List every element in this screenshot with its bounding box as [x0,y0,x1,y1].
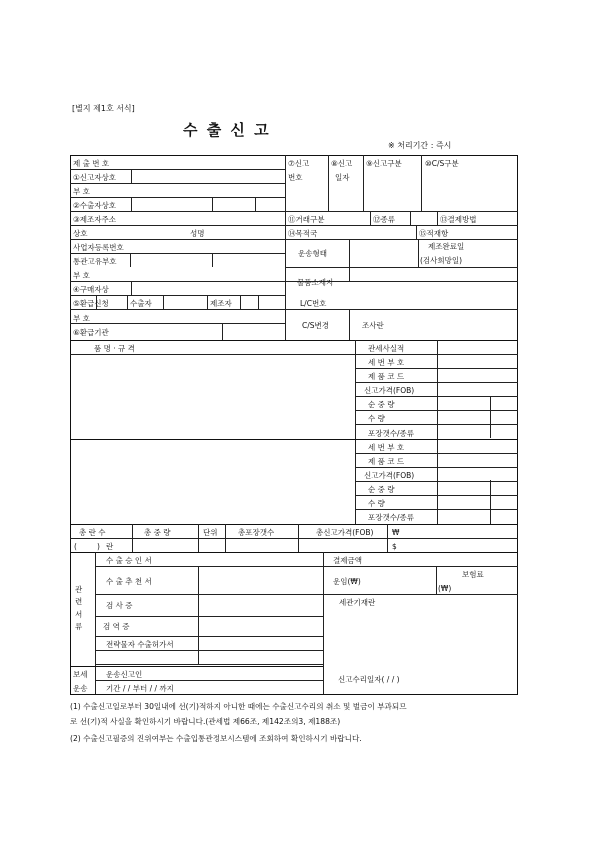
table-rule [198,524,199,552]
packages-label: 포장갯수/종류 [368,429,414,438]
manufacturer-address-label: ③제조자주소 [73,215,116,224]
representative-name-label: 성명 [190,229,205,238]
cs-change-label: C/S변경 [302,321,330,330]
table-rule [418,239,419,267]
frame-bottom [70,694,518,695]
table-rule [421,155,422,211]
table-rule [132,524,133,552]
table-rule [70,225,518,226]
freight-label: 운임(₩) [333,577,361,586]
refund-agency-label: ⑥환급기관 [73,328,109,337]
declared-value-label-2: 신고가격(FOB) [364,471,415,480]
company-name-label: 상호 [73,229,88,238]
unit-label: 단위 [203,528,218,537]
table-rule [70,183,285,184]
transport-declarant-label: 운송신고인 [106,670,143,679]
table-rule [70,281,518,282]
cs-type-label: ⑩C/S구분 [425,159,459,168]
transport-period-label: 기간 / / 부터 / / 까지 [106,684,174,693]
table-rule [70,340,518,341]
maker-short-label: 제조자 [210,299,232,308]
table-rule [212,253,213,267]
table-rule [349,267,350,281]
declared-value-label: 신고가격(FOB) [364,386,415,395]
table-rule [437,211,438,225]
table-rule [70,552,518,553]
total-lines-label: 총 란 수 [79,528,106,537]
declaration-no-label: ⑦신고 [288,159,310,168]
table-rule [285,155,286,340]
table-rule [285,267,518,268]
table-rule [131,169,132,183]
inspection-date-label: (검사희망일) [420,256,463,265]
refund-applicant-label: ⑤환급신청 [73,299,109,308]
footnote-2: (2) 수출신고필증의 진위여부는 수출입통관정보시스템에 조회하여 확인하시기 바랍니다. [70,734,362,743]
table-rule [95,566,518,567]
settlement-amount-label: 결제금액 [333,556,362,565]
dollar-symbol: $ [392,542,397,551]
table-rule [298,524,299,552]
declaration-no-label-2: 번호 [288,173,303,182]
frame-left [70,155,71,694]
insurance-label: 보험료 [462,570,484,579]
table-rule [95,636,323,637]
hs-no-label: 세 번 부 호 [368,358,405,367]
table-rule [328,155,329,211]
table-rule [323,552,324,694]
table-rule [387,524,388,552]
table-rule [490,480,491,524]
table-rule [70,323,285,324]
related-docs-label-4: 류 [75,622,83,631]
table-rule [416,225,417,239]
table-rule [355,509,518,510]
table-rule [70,253,285,254]
declaration-date-label-2: 일자 [335,173,350,182]
table-rule [349,239,350,267]
table-rule [207,295,208,309]
table-rule [410,211,411,225]
paren-close: ) [97,542,100,551]
table-rule [95,594,518,595]
table-rule [212,197,213,211]
table-rule [95,616,323,617]
table-rule [70,197,285,198]
declarant-label: ①신고자상호 [73,173,116,182]
bonded-label-2: 운송 [73,684,88,693]
strategic-permit-label: 전략물자 수출허가서 [106,640,174,649]
quarantine-cert-label: 검 역 증 [103,622,130,631]
related-docs-label-3: 서 [75,610,83,619]
hs-no-label-2: 세 번 부 호 [368,443,405,452]
table-rule [95,650,323,651]
total-value-label: 총신고가격(FOB) [316,528,374,537]
payment-method-label: ⑬결제방법 [440,215,477,224]
table-rule [355,410,518,411]
exporter-short-label: 수출자 [130,299,152,308]
table-rule [70,239,518,240]
footnote-1b: 로 선(기)적 사실을 확인하시기 바랍니다.(관세법 제66조, 제142조의3, 제188조) [70,717,341,726]
table-rule [490,396,491,438]
table-rule [95,552,96,694]
table-rule [349,309,350,340]
code-label-3: 부 호 [73,314,90,323]
page-title: 수 출 신 고 [183,121,271,139]
inspection-cert-label: 검 사 증 [106,601,133,610]
table-rule [355,368,518,369]
destination-label: ⑭목적국 [288,229,318,238]
table-rule [70,211,518,212]
declaration-type-label: ⑨신고구분 [366,159,402,168]
acceptance-date-label: 신고수리일자( / / ) [338,675,400,684]
table-rule [70,666,323,667]
net-weight-label: 순 중 량 [368,400,395,409]
footnote-1a: (1) 수출신고일로부터 30일내에 선(기)적하지 아니한 때에는 수출신고수리의 취소 및 벌금이 부과되므 [70,702,407,711]
frame-top [70,155,518,156]
submission-no-label: 제 출 번 호 [73,159,110,168]
quantity-label: 수 량 [368,414,385,423]
record-label: 관세사실적 [368,344,405,353]
net-weight-label-2: 순 중 량 [368,485,395,494]
inspector-label: 조사란 [362,321,384,330]
table-rule [436,566,437,594]
table-rule [130,253,131,267]
table-rule [355,453,518,454]
table-rule [370,211,371,225]
quantity-label-2: 수 량 [368,499,385,508]
lc-no-label: L/C번호 [300,299,327,308]
table-rule [222,323,223,340]
table-rule [355,424,518,425]
table-rule [355,396,518,397]
table-rule [225,524,226,552]
form-reference: [별지 제1호 서식] [72,104,135,113]
table-rule [70,524,518,525]
export-recommendation-label: 수 출 추 천 서 [106,577,152,586]
completion-date-label: 제조완료일 [428,242,465,251]
item-spec-header: 품 명 · 규 격 [94,344,135,353]
table-rule [355,495,518,496]
loading-port-label: ⑮적재항 [419,229,449,238]
declaration-date-label: ⑧신고 [331,159,353,168]
related-docs-label-2: 련 [75,597,83,606]
related-docs-label-1: 관 [75,585,83,594]
total-weight-label: 총 중 량 [144,528,171,537]
exporter-label: ②수출자상호 [73,201,116,210]
table-rule [131,281,132,295]
table-rule [70,169,285,170]
transport-type-label: 운송형태 [298,249,327,258]
product-code-label-2: 제 품 코 드 [368,457,405,466]
export-approval-label: 수 출 승 인 서 [106,556,152,565]
table-rule [70,295,285,296]
table-rule [355,382,518,383]
table-rule [258,295,259,309]
table-rule [70,439,518,440]
packages-label-2: 포장갯수/종류 [368,513,414,522]
processing-period: ※ 처리기간 : 즉시 [388,141,452,150]
table-rule [127,295,128,309]
customs-remarks-label: 세관기재란 [339,598,376,607]
table-rule [255,197,256,211]
table-rule [240,295,241,309]
customs-code-label: 통관고유부호 [73,257,117,266]
table-rule [70,354,518,355]
table-rule [163,295,164,309]
trade-type-label: ⑪거래구분 [288,215,325,224]
table-rule [70,309,518,310]
kind-label: ⑫종류 [373,215,395,224]
table-rule [363,155,364,211]
table-rule [95,680,323,681]
table-rule [95,664,323,665]
goods-location-label: 물품소재지 [297,278,334,287]
buyer-label: ④구매자상 [73,285,109,294]
product-code-label: 제 품 코 드 [368,372,405,381]
won-symbol: ₩ [392,528,400,537]
total-packages-label: 총포장갯수 [238,528,275,537]
insurance-won-label: (₩) [438,584,452,593]
code-label-1: 부 호 [73,187,90,196]
lan-label: 란 [106,542,114,551]
table-rule [355,467,518,468]
business-reg-no-label: 사업자등록번호 [73,243,124,252]
table-rule [70,538,518,539]
code-label-2: 부 호 [73,271,90,280]
table-rule [131,197,132,211]
table-rule [355,481,518,482]
bonded-label-1: 보세 [73,670,88,679]
paren-open: ( [74,542,77,551]
